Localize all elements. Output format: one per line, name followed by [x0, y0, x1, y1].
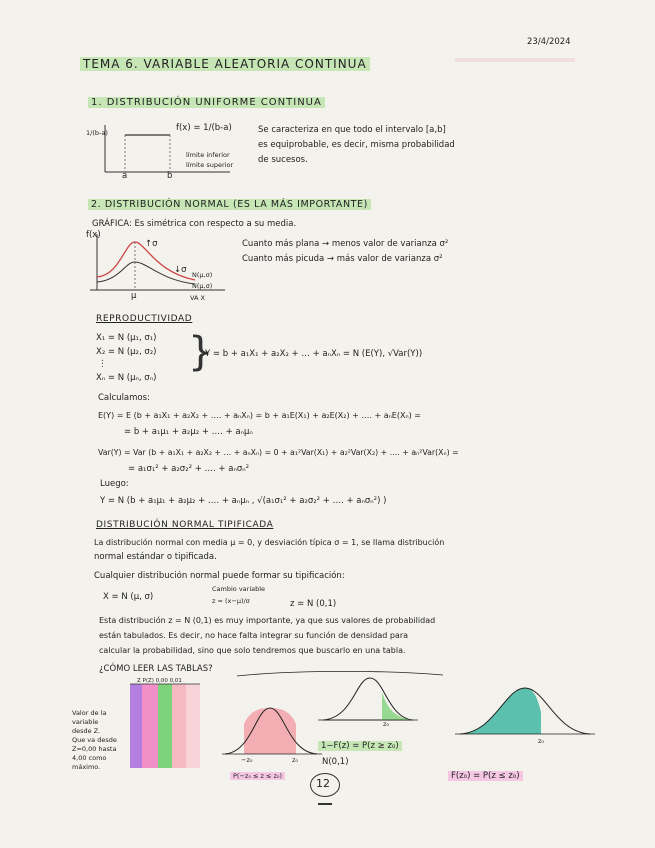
- bleed-mark: [455, 58, 575, 62]
- repro-e2: = b + a₁μ₁ + a₂μ₂ + …. + aₙμₙ: [124, 427, 253, 437]
- curve-middle: [222, 702, 322, 762]
- tipif-heading: DISTRIBUCIÓN NORMAL TIPIFICADA: [96, 520, 274, 530]
- tipif-question: ¿CÓMO LEER LAS TABLAS?: [99, 664, 213, 674]
- curve3-z: z₀: [538, 737, 545, 745]
- side-note-4: Que va desde: [72, 736, 117, 744]
- section1-heading-text: 1. DISTRIBUCIÓN UNIFORME CONTINUA: [88, 97, 325, 108]
- side-note-2: variable: [72, 718, 99, 726]
- table-col-2: [158, 684, 172, 768]
- table-illustration: [130, 678, 210, 770]
- side-note-5: Z=0,00 hasta: [72, 745, 117, 753]
- sigma-up: ↑σ: [145, 239, 158, 249]
- page-number: 12: [316, 777, 330, 790]
- curve-lower-tail: [455, 682, 595, 744]
- side-note-3: desde Z.: [72, 727, 101, 735]
- curve3-fill: [460, 688, 541, 734]
- normal-va: VA X: [190, 294, 205, 302]
- curve1-text-value: 1−F(z) = P(z ≥ z₀): [318, 741, 402, 751]
- curve1-n: N(0,1): [322, 757, 349, 767]
- uniform-b: b: [167, 171, 173, 181]
- normal-mu: μ: [131, 291, 137, 301]
- uniform-ylabel: 1/(b-a): [86, 129, 108, 137]
- table-header: Z P(Z) 0,00 0,01: [137, 678, 182, 684]
- normal-fx: f(x): [86, 230, 101, 240]
- curve2-text-value: P(−z₀ ≤ z ≤ z₀): [230, 772, 285, 780]
- curve1-text: [318, 742, 402, 751]
- tipif-p4: Esta distribución z = N (0,1) es muy importante, ya que sus valores de probabilidad: [99, 616, 436, 625]
- curve2-left: −z₀: [241, 756, 253, 764]
- curve1-z: z₀: [383, 720, 390, 728]
- page-title-text: TEMA 6. VARIABLE ALEATORIA CONTINUA: [80, 57, 370, 71]
- repro-v2: = a₁σ₁² + a₂σ₂² + …. + aₙσₙ²: [128, 464, 250, 474]
- repro-final: Y = N (b + a₁μ₁ + a₂μ₂ + …. + aₙμₙ , √(a₁σ₁² + a₂σ₂² + …. + aₙσₙ²) ): [100, 496, 387, 506]
- question-arrow: [235, 668, 450, 682]
- uniform-desc-2: es equiprobable, es decir, misma probabilidad: [258, 140, 455, 150]
- curve3-text: [448, 772, 523, 781]
- curve1-outline: [323, 678, 413, 720]
- tipif-p6: calcular la probabilidad, sino que solo tendremos que buscarlo en una tabla.: [99, 646, 406, 655]
- table-col-4: [186, 684, 200, 768]
- repro-v1: Var(Y) = Var (b + a₁X₁ + a₂X₂ + … + aₙXₙ) = 0 + a₁²Var(X₁) + a₂²Var(X₂) + …. + aₙ²Var(Xₙ) =: [98, 448, 459, 457]
- uniform-fx: f(x) = 1/(b-a): [176, 123, 232, 133]
- curve2-right: z₀: [292, 756, 299, 764]
- normal-note-2: Cuanto más picuda → más valor de varianza σ²: [242, 254, 443, 264]
- tipif-p5: están tabulados. Es decir, no hace falta integrar su función de densidad para: [99, 631, 409, 640]
- tipif-p3: Cualquier distribución normal puede formar su tipificación:: [94, 571, 345, 581]
- repro-xn: Xₙ = N (μₙ, σₙ): [96, 373, 157, 383]
- repro-dots: ⋮: [98, 359, 107, 369]
- grafica-line: GRÁFICA: Es simétrica con respecto a su media.: [92, 219, 297, 229]
- table-col-1: [142, 684, 158, 768]
- side-note-1: Valor de la: [72, 709, 107, 717]
- page-underline: [318, 803, 332, 805]
- curve3-text-value: F(z₀) = P(z ≤ z₀): [448, 771, 523, 781]
- uniform-a: a: [122, 171, 128, 181]
- tipif-zf: z = (x−μ)/σ: [212, 597, 250, 605]
- curve2-text: [230, 773, 285, 780]
- repro-brace: }: [188, 329, 214, 375]
- normal-note-1: Cuanto más plana → menos valor de varianza σ²: [242, 239, 449, 249]
- normal-label-2: N(μ,σ): [192, 282, 213, 290]
- section2-heading-text: 2. DISTRIBUCIÓN NORMAL (ES LA MÁS IMPORTANTE): [88, 199, 371, 210]
- uniform-desc-1: Se caracteriza en que todo el intervalo [a,b]: [258, 125, 446, 135]
- date: 23/4/2024: [527, 37, 571, 47]
- repro-luego: Luego:: [100, 479, 129, 489]
- repro-calc: Calculamos:: [98, 393, 150, 403]
- repro-heading: REPRODUCTIVIDAD: [96, 314, 193, 324]
- uniform-lim-sup: límite superior: [186, 161, 234, 169]
- tipif-z: z = N (0,1): [290, 599, 337, 609]
- section2-heading: [88, 200, 371, 210]
- uniform-lim-inf: límite inferior: [186, 151, 230, 159]
- tipif-xn: X = N (μ, σ): [103, 592, 154, 602]
- repro-x2: X₂ = N (μ₂, σ₂): [96, 347, 157, 357]
- normal-graph: [85, 232, 235, 304]
- tipif-p1: La distribución normal con media μ = 0, y desviación típica σ = 1, se llama distribución: [94, 538, 445, 547]
- table-col-3: [172, 684, 186, 768]
- repro-e1: E(Y) = E (b + a₁X₁ + a₂X₂ + …. + aₙXₙ) = b + a₁E(X₁) + a₂E(X₂) + …. + aₙE(Xₙ) =: [98, 411, 421, 420]
- table-col-z: [130, 684, 142, 768]
- uniform-desc-3: de sucesos.: [258, 155, 308, 165]
- sigma-down: ↓σ: [174, 265, 187, 275]
- side-note-6: 4,00 como: [72, 754, 107, 762]
- repro-x1: X₁ = N (μ₁, σ₁): [96, 333, 157, 343]
- side-note-7: máximo.: [72, 763, 101, 771]
- tipif-cambio: Cambio variable: [212, 585, 266, 593]
- normal-label-1: N(μ,σ): [192, 271, 213, 279]
- tipif-p2: normal estándar o tipificada.: [94, 552, 217, 562]
- repro-y: Y = b + a₁X₁ + a₂X₂ + … + aₙXₙ = N (E(Y), √Var(Y)): [205, 349, 423, 359]
- page-title: [80, 58, 370, 70]
- question-arrow-line: [237, 671, 443, 676]
- section1-heading: [88, 98, 325, 108]
